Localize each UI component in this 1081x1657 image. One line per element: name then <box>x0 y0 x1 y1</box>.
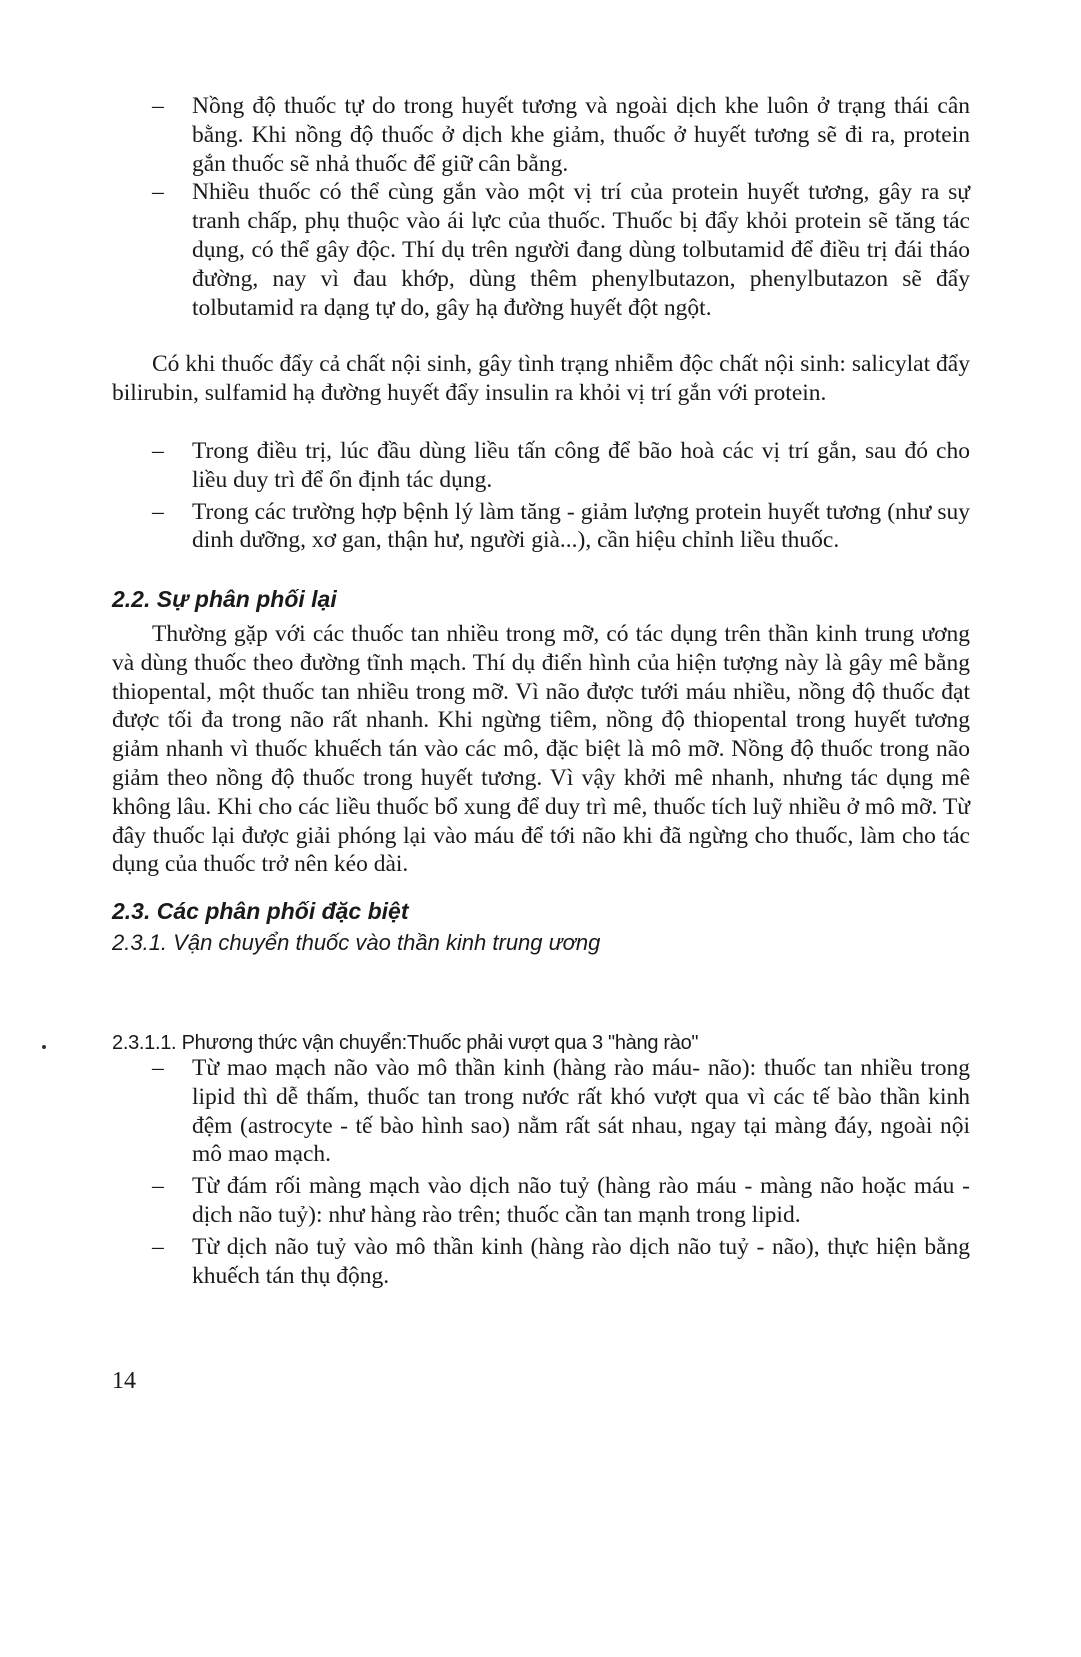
bullet-list-bottom <box>112 1054 970 1290</box>
list-item <box>112 437 970 495</box>
list-item-text: Nhiều thuốc có thể cùng gắn vào một vị trí của protein huyết tương, gây ra sự tranh chấp, phụ thuộc vào ái lực của thuốc. Thuốc bị đẩy khỏi protein sẽ tăng tác dụng, có thể gây độc. Thí dụ trên người đang dùng tolbutamid để điều trị đái tháo đường, nay vì đau khớp, dùng thêm phenylbutazon, phenylbutazon sẽ đẩy tolbutamid ra dạng tự do, gây hạ đường huyết đột ngột. <box>192 179 970 321</box>
list-item <box>112 1233 970 1291</box>
paragraph-text: Thường gặp với các thuốc tan nhiều trong mỡ, có tác dụng trên thần kinh trung ương và dùng thuốc theo đường tĩnh mạch. Thí dụ điển hình của hiện tượng này là gây mê bằng thiopental, một thuốc tan nhiều trong mỡ. Vì não được tưới máu nhiều, nồng độ thuốc đạt được tối đa trong não rất nhanh. Khi ngừng tiêm, nồng độ thiopental trong huyết tương giảm nhanh vì thuốc khuếch tán vào các mô, đặc biệt là mô mỡ. Nồng độ thuốc trong não giảm theo nồng độ thuốc trong huyết tương. Vì vậy khởi mê nhanh, nhưng tác dụng mê không lâu. Khi cho các liều thuốc bổ xung để duy trì mê, thuốc tích luỹ nhiều ở mô mỡ. Từ đây thuốc lại được giải phóng lại vào máu để tới não khi đã ngừng cho thuốc, làm cho tác dụng của thuốc trở nên kéo dài. <box>112 621 970 878</box>
list-item <box>112 92 970 178</box>
list-item <box>112 498 970 556</box>
paragraph-endogenous <box>112 350 970 408</box>
bullet-dash: – <box>152 498 164 525</box>
list-item-text: Từ dịch não tuỷ vào mô thần kinh (hàng rào dịch não tuỷ - não), thực hiện bằng khuếch tán thụ động. <box>192 1233 970 1289</box>
bullet-list-top <box>112 92 970 322</box>
bullet-dash: – <box>152 1055 164 1081</box>
bullet-dash: – <box>152 1233 164 1260</box>
list-item <box>112 1054 970 1169</box>
bullet-dash: – <box>152 93 164 119</box>
list-item-text: Trong các trường hợp bệnh lý làm tăng - giảm lượng protein huyết tương (như suy dinh dưỡng, xơ gan, thận hư, người già...), cần hiệu chỉnh liều thuốc. <box>192 498 970 554</box>
list-item-text: Từ đám rối màng mạch vào dịch não tuỷ (hàng rào máu - màng não hoặc máu - dịch não tuỷ): như hàng rào trên; thuốc cần tan mạnh trong lipid. <box>192 1173 970 1228</box>
page-number: 14 <box>112 1368 136 1394</box>
bullet-list-middle <box>112 437 970 555</box>
paragraph-text: Có khi thuốc đẩy cả chất nội sinh, gây tình trạng nhiễm độc chất nội sinh: salicylat đẩy bilirubin, sulfamid hạ đường huyết đẩy insulin ra khỏi vị trí gắn với protein. <box>112 351 970 406</box>
section-heading-2-3: 2.3. Các phân phối đặc biệt <box>112 898 409 924</box>
list-item <box>112 1172 970 1230</box>
subsection-heading-2-3-1: 2.3.1. Vận chuyển thuốc vào thần kinh trung ương <box>112 930 601 955</box>
bullet-dash: – <box>152 438 164 464</box>
paragraph-redistribution <box>112 620 970 879</box>
bullet-dash: – <box>152 1173 164 1200</box>
stray-mark <box>42 1045 46 1049</box>
section-heading-2-2: 2.2. Sự phân phối lại <box>112 586 337 612</box>
list-item <box>112 178 970 322</box>
bullet-dash: – <box>152 179 164 206</box>
list-item-text: Từ mao mạch não vào mô thần kinh (hàng rào máu- não): thuốc tan nhiều trong lipid thì dễ thấm, thuốc tan trong nước rất khó vượt qua vì các tế bào thần kinh đệm (astrocyte - tế bào hình sao) nằm rất sát nhau, ngay tại màng đáy, ngoài nội mô mao mạch. <box>192 1055 970 1168</box>
subsubsection-heading-2-3-1-1: 2.3.1.1. Phương thức vận chuyển:Thuốc phải vượt qua 3 "hàng rào" <box>112 1032 699 1054</box>
list-item-text: Nồng độ thuốc tự do trong huyết tương và ngoài dịch khe luôn ở trạng thái cân bằng. Khi nồng độ thuốc ở dịch khe giảm, thuốc ở huyết tương sẽ đi ra, protein gắn thuốc sẽ nhả thuốc để giữ cân bằng. <box>192 93 970 177</box>
list-item-text: Trong điều trị, lúc đầu dùng liều tấn công để bão hoà các vị trí gắn, sau đó cho liều duy trì để ổn định tác dụng. <box>192 438 970 493</box>
